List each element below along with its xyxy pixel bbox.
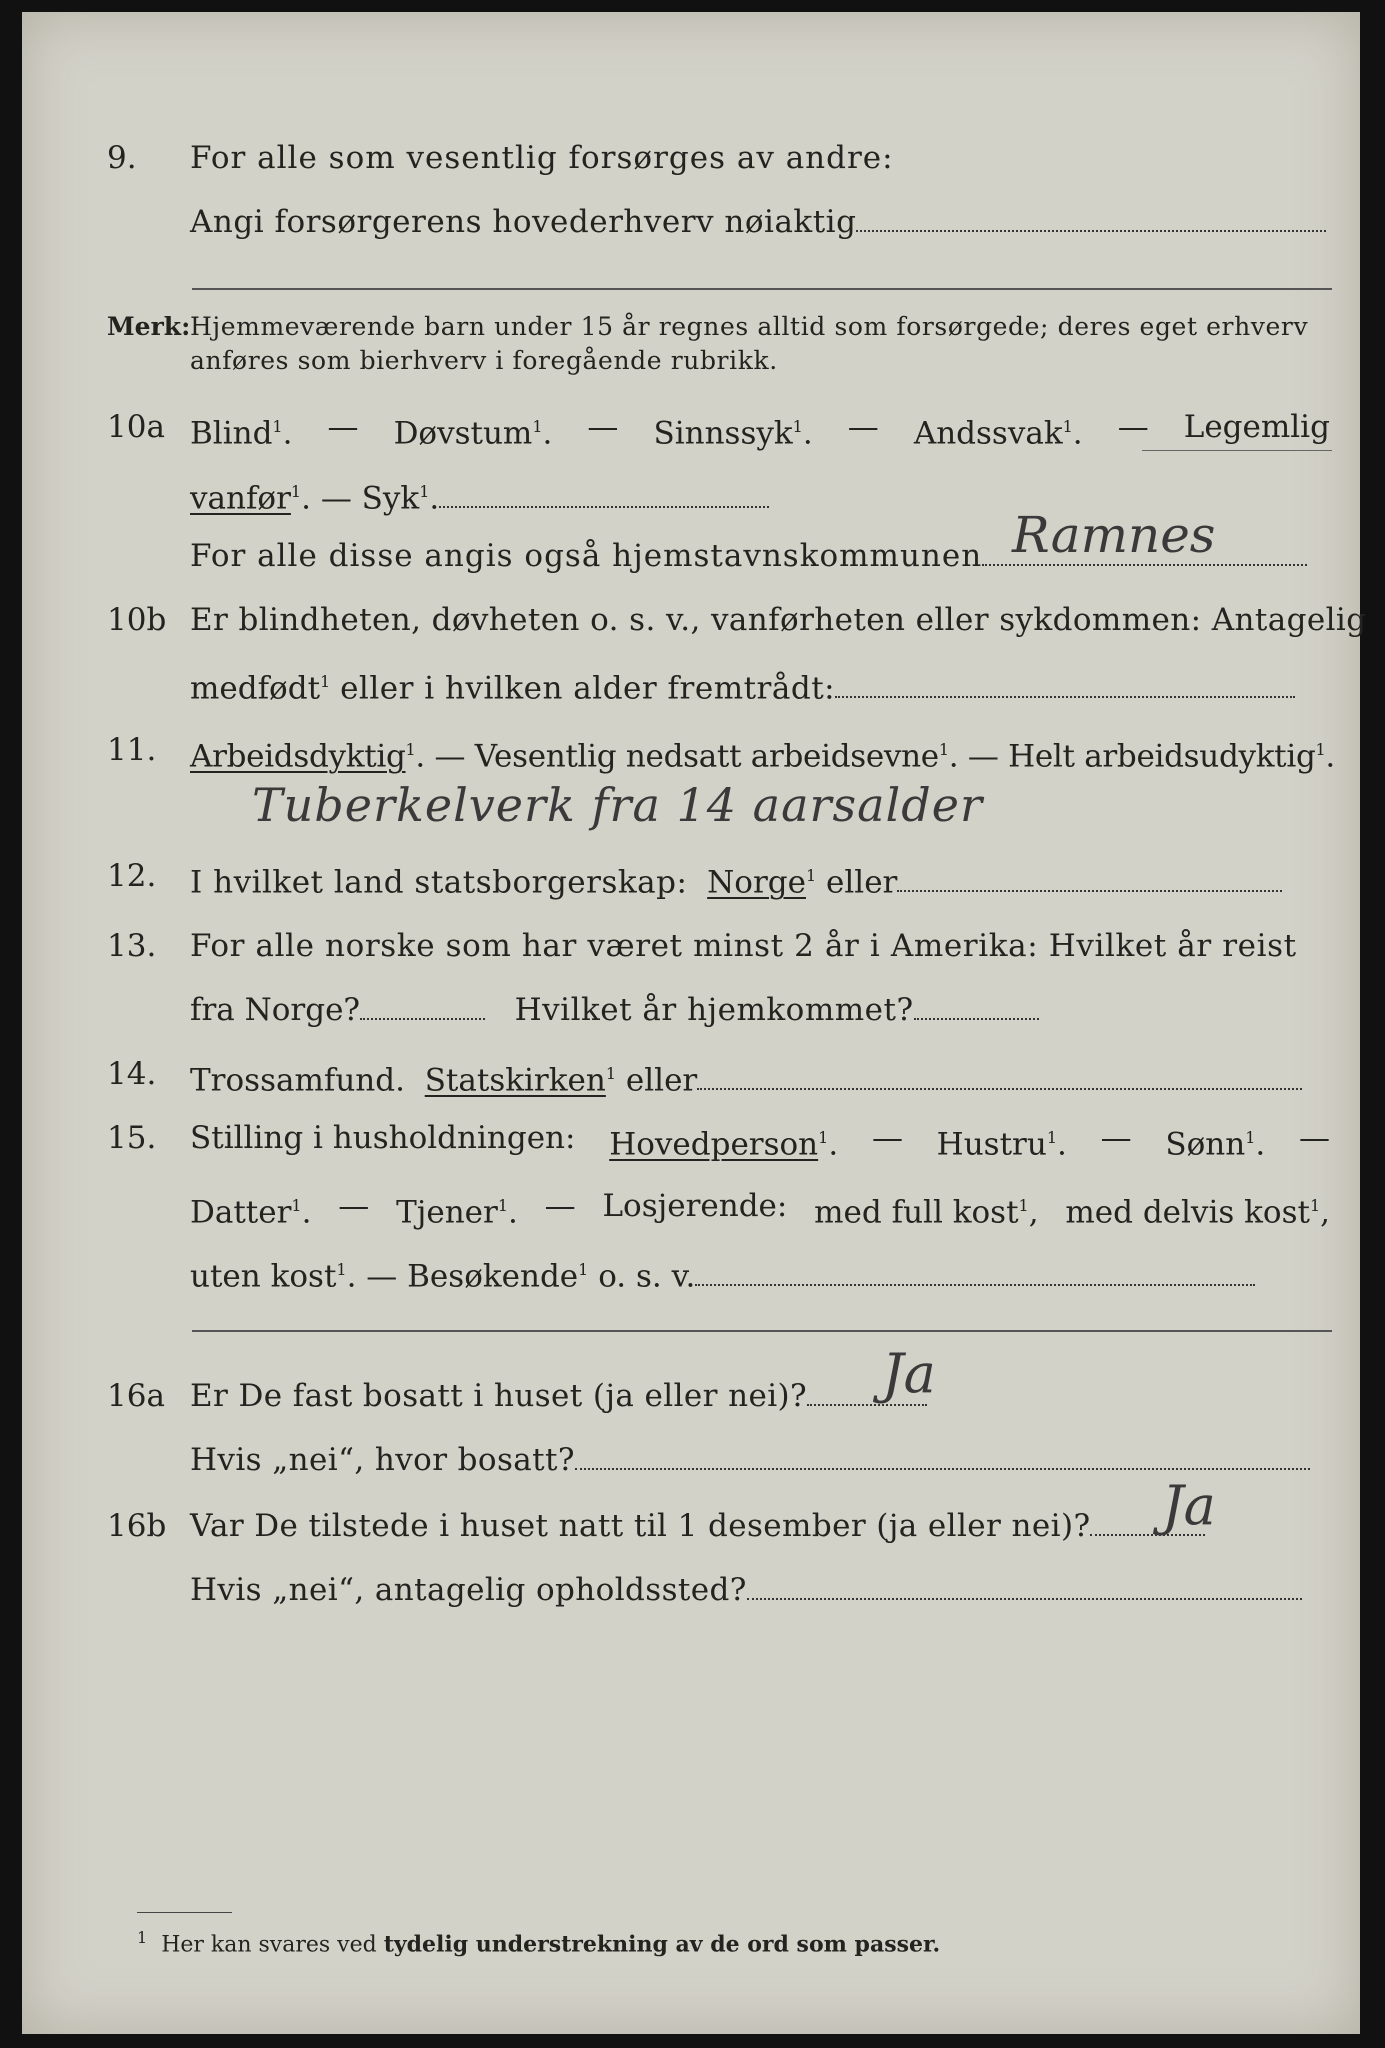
question-text: Hvilket år hjemkommet? xyxy=(514,992,914,1028)
question-text: Hvis „nei“, antagelig opholdssted? xyxy=(190,1572,747,1608)
footnote-text: Her kan svares ved xyxy=(161,1932,377,1958)
answer-field-hjemkommet[interactable] xyxy=(914,990,1039,1020)
handwritten-answer-arbeidsevne: Tuberkelverk fra 14 aarsalder xyxy=(252,778,983,832)
answer-field[interactable] xyxy=(697,1060,1302,1090)
option-blind[interactable]: Blind xyxy=(190,415,273,452)
answer-line xyxy=(192,1330,1332,1332)
question-number: 16b xyxy=(107,1508,167,1544)
question-number: 10b xyxy=(107,602,167,638)
option-helt-arbeidsudyktig[interactable]: Helt arbeidsudyktig xyxy=(1008,738,1316,775)
option-medfodt[interactable]: medfødt xyxy=(190,670,321,707)
question-text: Stilling i husholdningen: xyxy=(190,1120,576,1156)
question-number: 10a xyxy=(107,409,165,445)
option-sonn[interactable]: Sønn xyxy=(1165,1126,1246,1163)
option-vesentlig-nedsatt[interactable]: Vesentlig nedsatt arbeidsevne xyxy=(474,738,939,775)
footnote-text-bold: tydelig understrekning av de ord som passer. xyxy=(383,1931,941,1958)
option-andssvak[interactable]: Andssvak xyxy=(913,415,1063,452)
question-text: eller i hvilken alder fremtrådt: xyxy=(340,670,836,707)
option-datter[interactable]: Datter xyxy=(190,1194,292,1231)
answer-field[interactable] xyxy=(835,668,1295,698)
handwritten-underline xyxy=(1142,450,1332,451)
option-full-kost[interactable]: med full kost xyxy=(814,1194,1019,1231)
handwritten-answer-16a: Ja xyxy=(882,1342,936,1405)
option-syk[interactable]: Syk xyxy=(361,480,420,517)
question-text: Var De tilstede i huset natt til 1 desember (ja eller nei)? xyxy=(190,1508,1091,1544)
question-number: 16a xyxy=(107,1378,165,1414)
merk-line2: anføres som bierhverv i foregående rubrikk. xyxy=(190,346,778,375)
option-norge[interactable]: Norge xyxy=(707,864,806,901)
answer-field[interactable] xyxy=(575,1440,1310,1470)
question-text: For alle disse angis også hjemstavnskommunen xyxy=(190,538,983,574)
option-eller: eller xyxy=(625,1062,698,1099)
merk-note xyxy=(107,310,1347,378)
answer-field[interactable] xyxy=(695,1256,1255,1286)
option-hustru[interactable]: Hustru xyxy=(936,1126,1047,1163)
handwritten-answer-16b: Ja xyxy=(1162,1474,1216,1537)
question-text: fra Norge? xyxy=(190,992,361,1028)
option-tjener[interactable]: Tjener xyxy=(396,1194,498,1231)
question-text: For alle som vesentlig forsørges av andre: xyxy=(190,140,894,176)
question-text: Hvis „nei“, hvor bosatt? xyxy=(190,1442,575,1478)
merk-line1: Hjemmeværende barn under 15 år regnes alltid som forsørgede; deres eget erhverv xyxy=(190,312,1309,341)
answer-line xyxy=(192,288,1332,290)
merk-label: Merk: xyxy=(107,312,191,341)
question-text: Er blindheten, døvheten o. s. v., vanførheten eller sykdommen: Antagelig xyxy=(190,602,1367,638)
question-text: I hvilket land statsborgerskap: xyxy=(190,864,688,901)
question-text: Trossamfund. xyxy=(190,1062,405,1099)
option-sinnssyk[interactable]: Sinnssyk xyxy=(653,415,793,452)
option-uten-kost[interactable]: uten kost xyxy=(190,1258,337,1295)
option-osv: o. s. v. xyxy=(598,1258,696,1295)
census-form-page: 9. For alle som vesentlig forsørges av andre: Angi forsørgerens hovederhverv nøiaktig Merk: Hjemmeværende barn under 15 år regnes alltid som forsørgede; deres eget erhverv anføres som bierhverv i foregående rubrikk. 10a Blind$^1$. — Døvstum$^1$. — Sinnssyk$^1$. — Andssvak$^1$. — Legemlig vanfør$^1$. — Syk$^1$. For alle disse angis også hjemstavnskommunen Ramnes 10b Er blindheten, døvheten o. s. v., vanførheten eller sykdommen: Antagelig medfødt$^1$ eller i hvilken alder fremtrådt: 11. Arbeidsdyktig$^1$. — Vesentlig nedsatt arbeidsevne$^1$. — Helt arbeidsudyktig$^1$. Tuberkelverk fra 14 aarsalder 12. I hvilket land statsborgerskap: Norge$^1$ eller 13. For alle norske som har været minst 2 år i Amerika: Hvilket år reist fra Norge? Hvilket år hjemkommet? 14. Trossamfund. Statskirken$^1$ eller 15. Stilling i husholdningen: Hovedperson$^1$. — Hustru$^1$. — Sønn$^1$. — Datter$^1$. — Tjener$^1$. — Losjerende: med full kost$^1$, med delvis kost$^1$, uten kost$^1$. — Besøkende$^1$ o. s. v. 16a Er De fast bosatt i huset (ja eller nei)? Ja Hvis „nei“, hvor bosatt? 16b Var De tilstede i huset natt til 1 desember (ja eller nei)? Ja Hvis „nei“, antagelig opholdssted? $^1$ Her kan svares ved tydelig understrekning av de ord som passer. xyxy=(22,12,1360,2034)
handwritten-answer-hjemstavn: Ramnes xyxy=(1012,506,1216,564)
footnote xyxy=(137,1928,940,1957)
option-dovstum[interactable]: Døvstum xyxy=(393,415,533,452)
answer-field[interactable] xyxy=(747,1570,1302,1600)
option-vanfor[interactable]: vanfør xyxy=(190,480,291,517)
option-losjerende: Losjerende: xyxy=(602,1188,788,1224)
question-number: 12. xyxy=(107,858,157,894)
footnote-divider xyxy=(137,1912,232,1913)
option-delvis-kost[interactable]: med delvis kost xyxy=(1065,1194,1310,1231)
question-text: For alle norske som har været minst 2 år i Amerika: Hvilket år reist xyxy=(190,928,1297,964)
question-number: 9. xyxy=(107,140,137,176)
question-number: 14. xyxy=(107,1056,157,1092)
answer-field-reist[interactable] xyxy=(360,990,485,1020)
option-statskirken[interactable]: Statskirken xyxy=(424,1062,606,1099)
answer-field[interactable] xyxy=(439,478,769,508)
option-hovedperson[interactable]: Hovedperson xyxy=(609,1126,819,1163)
question-number: 15. xyxy=(107,1120,157,1156)
option-besokende[interactable]: Besøkende xyxy=(407,1258,579,1295)
option-arbeidsdyktig[interactable]: Arbeidsdyktig xyxy=(190,738,406,775)
question-number: 11. xyxy=(107,732,157,768)
footnote-mark: 1 xyxy=(137,1928,148,1947)
option-eller: eller xyxy=(826,864,898,901)
question-text: Angi forsørgerens hovederhverv nøiaktig xyxy=(190,204,857,240)
question-number: 13. xyxy=(107,928,157,964)
answer-field[interactable] xyxy=(856,202,1326,232)
question-text: Er De fast bosatt i huset (ja eller nei)? xyxy=(190,1378,808,1414)
option-legemlig[interactable]: Legemlig xyxy=(1183,409,1330,445)
answer-field[interactable] xyxy=(897,862,1282,892)
